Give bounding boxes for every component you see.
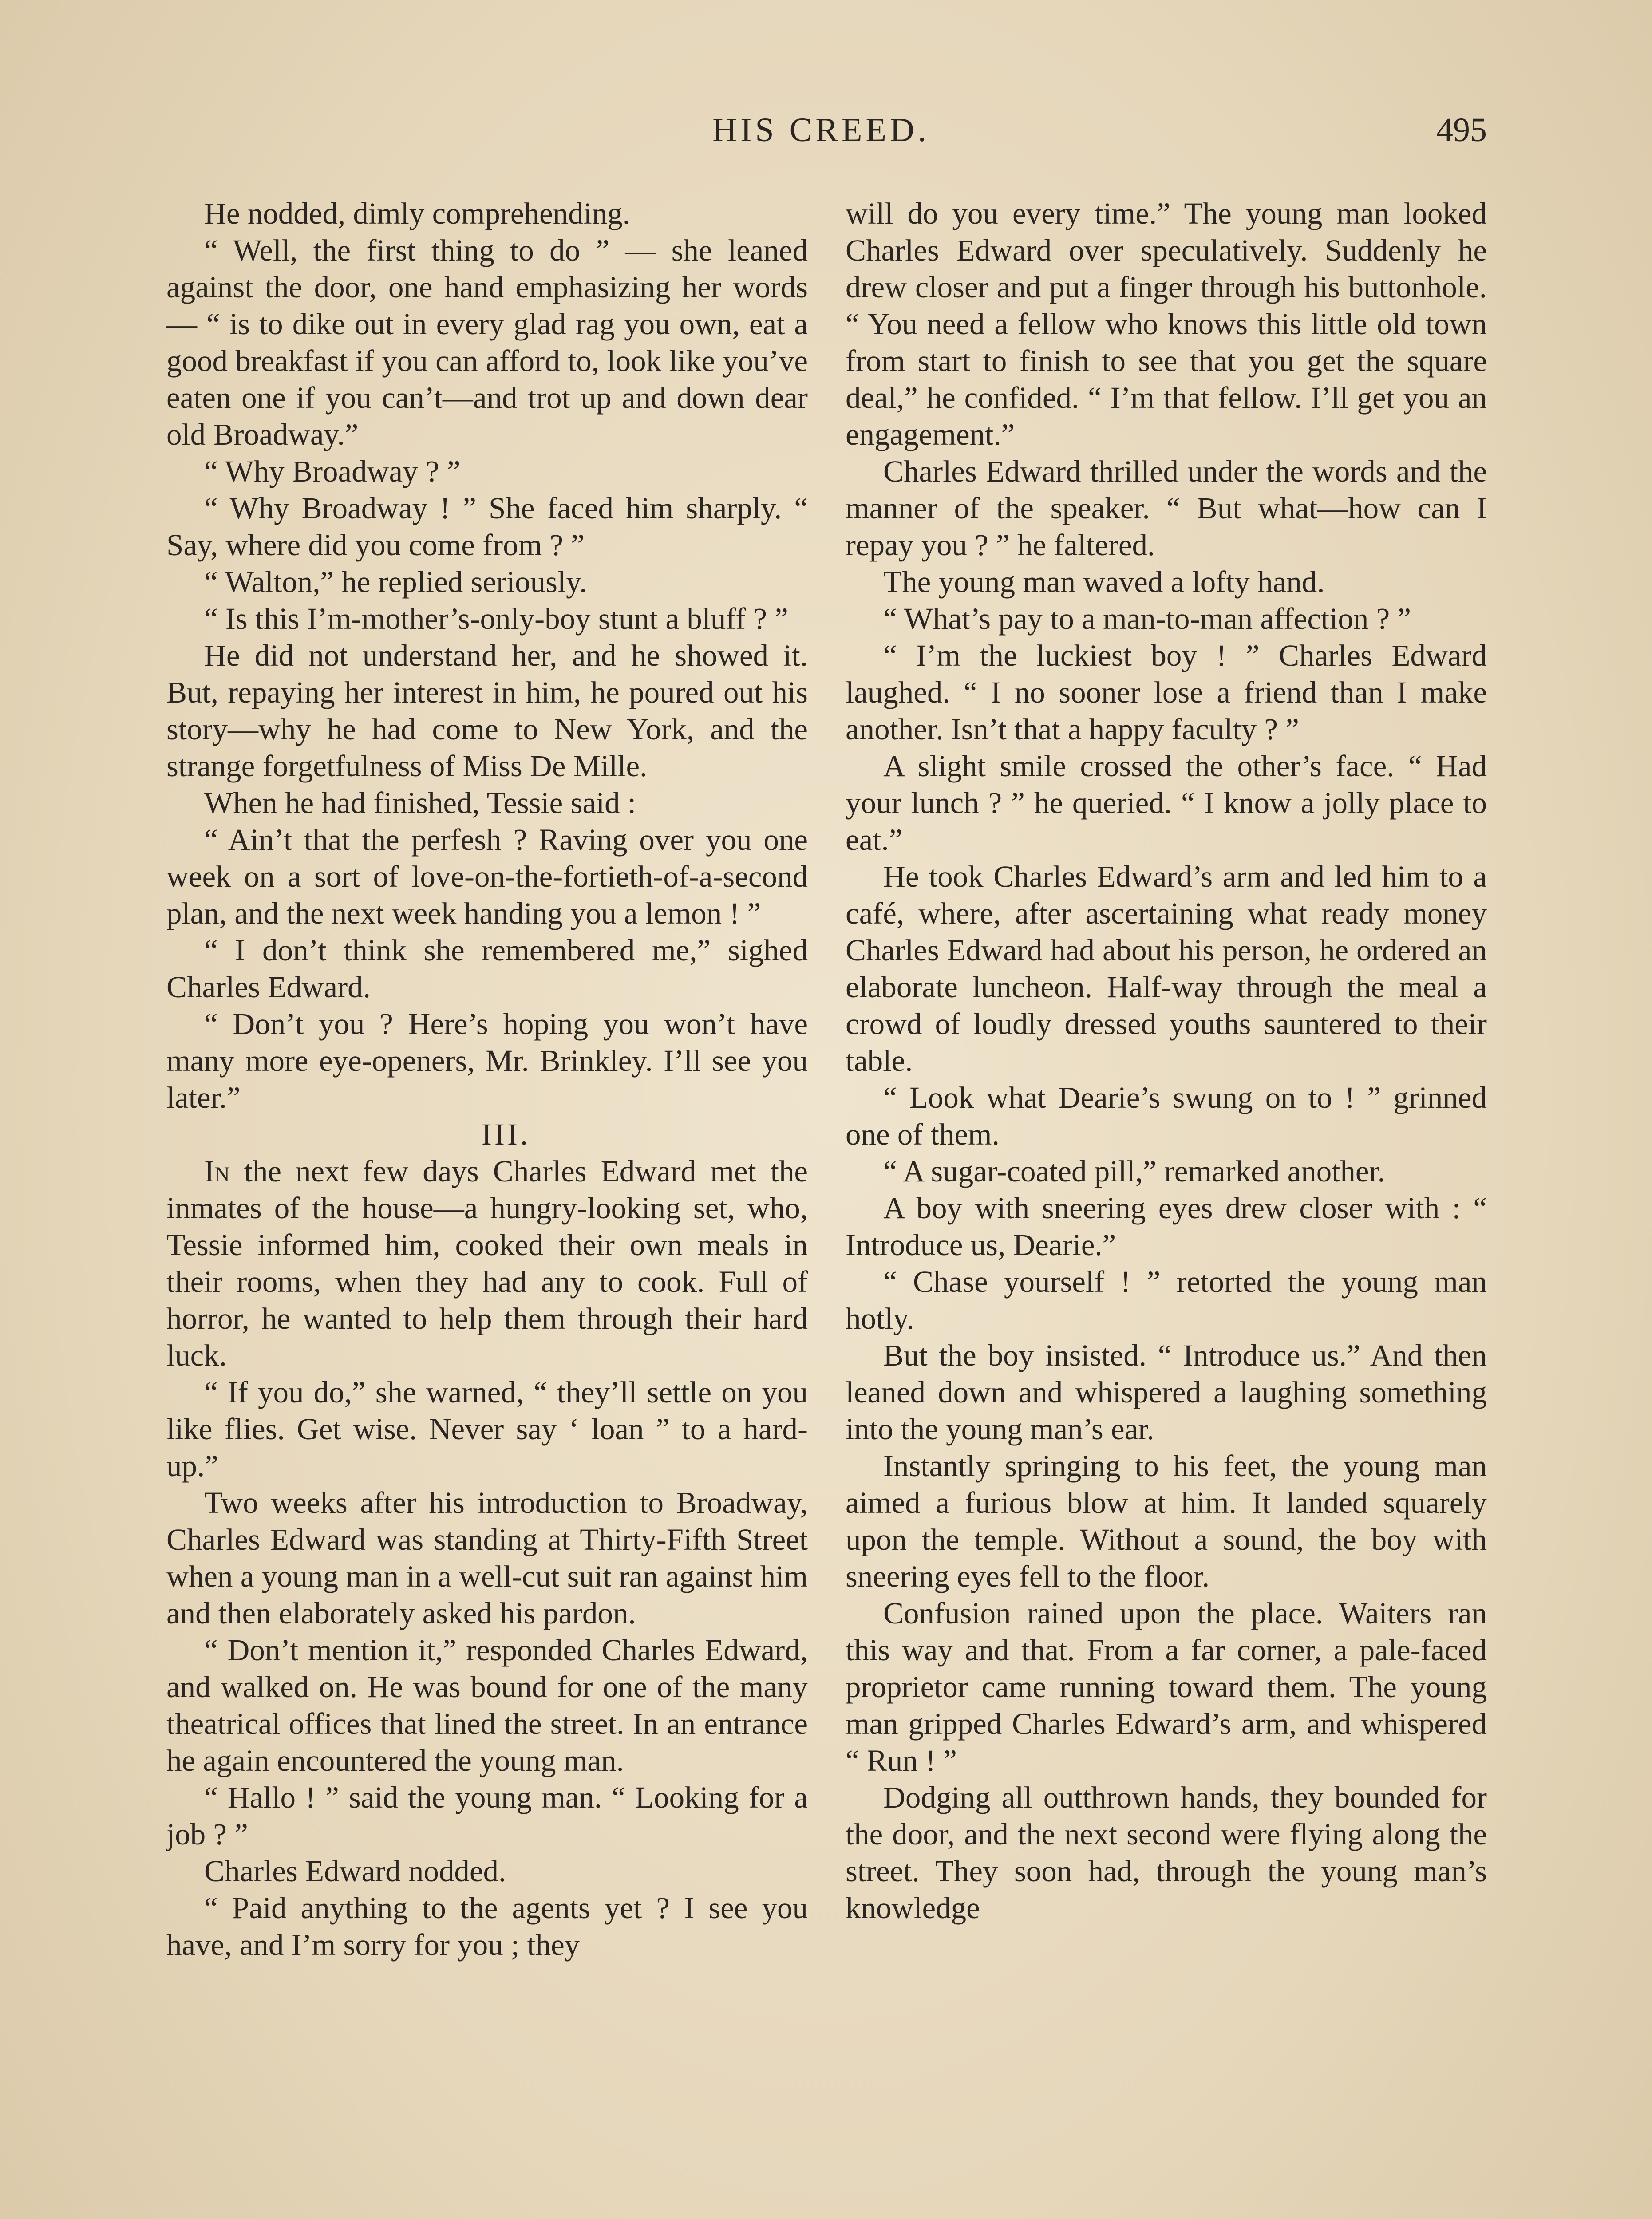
section-opening-text: the next few days Charles Edward met the inmates of the house—a hungry-looking set, who, Tessie informed him, cooked their own meals in their rooms, when they had any to cook. Full of horror, he wanted to help them through their hard luck. [166,1154,808,1372]
right-column [846,195,1487,1927]
paragraph: He did not understand her, and he showed it. But, repaying her interest in him, he poured out his story—why he had come to New York, and the strange forgetfulness of Miss De Mille. [166,639,808,783]
paragraph: “ Ain’t that the perfesh ? Raving over you one week on a sort of love-on-the-fortieth-of-a-second plan, and the next week handing you a lemon ! ” [166,823,808,930]
running-title: HIS CREED. [712,111,930,149]
paragraph: When he had finished, Tessie said : [204,786,636,820]
paragraph: Charles Edward nodded. [204,1854,506,1888]
paragraph: Charles Edward thrilled under the words and the manner of the speaker. “ But what—how can I repay you ? ” he faltered. [846,454,1487,562]
paragraph: “ Look what Dearie’s swung on to ! ” grinned one of them. [846,1081,1487,1151]
paragraph: “ Walton,” he replied seriously. [204,565,587,599]
page-number: 495 [1436,111,1487,149]
paragraph: Instantly springing to his feet, the young man aimed a furious blow at him. It landed squarely upon the temple. Without a sound, the boy with sneering eyes fell to the floor. [846,1449,1487,1593]
paragraph: He took Charles Edward’s arm and led him to a café, where, after ascertaining what ready money Charles Edward had about his person, he ordered an elaborate luncheon. Half-way through the meal a crowd of loudly dressed youths sauntered to their table. [846,860,1487,1078]
paragraph: “ If you do,” she warned, “ they’ll settle on you like flies. Get wise. Never say ‘ loan ” to a hard-up.” [166,1375,808,1483]
continued-paragraph: will do you every time.” The young man looked Charles Edward over speculatively. Suddenly he drew closer and put a finger through his buttonhole. “ You need a fellow who knows this little old town from start to finish to see that you get the square deal,” he confided. “ I’m that fellow. I’ll get you an engagement.” [846,197,1487,451]
paragraph: “ Don’t you ? Here’s hoping you won’t have many more eye-openers, Mr. Brinkley. I’ll see you later.” [166,1007,808,1114]
paragraph: “ Well, the first thing to do ” — she leaned against the door, one hand emphasizing her words — “ is to dike out in every glad rag you own, eat a good breakfast if you can afford to, look like you’ve eaten one if you can’t—and trot up and down dear old Broadway.” [166,233,808,451]
paragraph: “ I don’t think she remembered me,” sighed Charles Edward. [166,933,808,1004]
paragraph: “ Why Broadway ? ” [204,454,461,488]
paragraph: “ Hallo ! ” said the young man. “ Looking for a job ? ” [166,1781,808,1851]
page-header [0,111,1652,164]
paragraph: A slight smile crossed the other’s face. “ Had your lunch ? ” he queried. “ I know a jolly place to eat.” [846,749,1487,857]
paragraph: The young man waved a lofty hand. [883,565,1325,599]
paragraph: “ Why Broadway ! ” She faced him sharply. “ Say, where did you come from ? ” [166,491,808,562]
paragraph: “ Don’t mention it,” responded Charles Edward, and walked on. He was bound for one of the many theatrical offices that lined the street. In an entrance he again encountered the young man. [166,1633,808,1777]
paragraph: “ A sugar-coated pill,” remarked another. [883,1154,1385,1188]
left-column [166,195,808,1963]
paragraph: “ Paid anything to the agents yet ? I see you have, and I’m sorry for you ; they [166,1891,808,1962]
paragraph: Dodging all outthrown hands, they bounded for the door, and the next second were flying along the street. They soon had, through the young man’s knowledge [846,1781,1487,1925]
paragraph: “ Chase yourself ! ” retorted the young man hotly. [846,1265,1487,1335]
section-opening-paragraph [166,1153,808,1374]
paragraph: “ Is this I’m-mother’s-only-boy stunt a bluff ? ” [204,602,788,636]
paragraph: “ What’s pay to a man-to-man affection ? ” [883,602,1411,636]
paragraph: Two weeks after his introduction to Broadway, Charles Edward was standing at Thirty-Fifth Street when a young man in a well-cut suit ran against him and then elaborately asked his pardon. [166,1486,808,1630]
paragraph: But the boy insisted. “ Introduce us.” And then leaned down and whispered a laughing something into the young man’s ear. [846,1339,1487,1446]
section-first-word: In [204,1154,230,1188]
paragraph: He nodded, dimly comprehending. [204,197,631,230]
section-heading: III. [481,1117,531,1151]
paragraph: Confusion rained upon the place. Waiters ran this way and that. From a far corner, a pale-faced proprietor came running toward them. The young man gripped Charles Edward’s arm, and whispered “ Run ! ” [846,1596,1487,1777]
paragraph: “ I’m the luckiest boy ! ” Charles Edward laughed. “ I no sooner lose a friend than I make another. Isn’t that a happy faculty ? ” [846,639,1487,746]
paragraph: A boy with sneering eyes drew closer with : “ Introduce us, Dearie.” [846,1191,1487,1262]
